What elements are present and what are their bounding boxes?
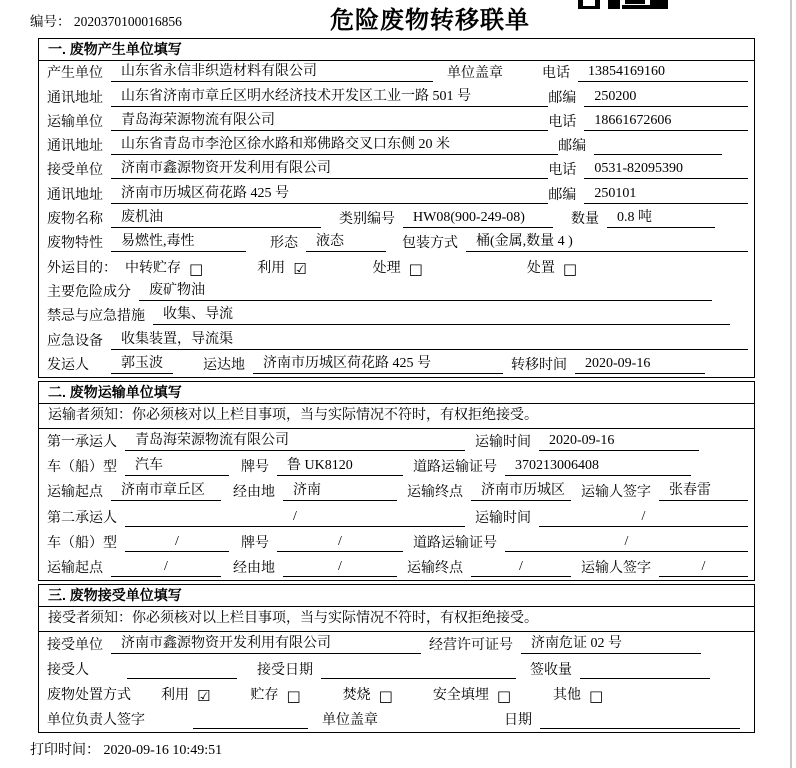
print-time-line bbox=[30, 739, 796, 759]
carrier1-field: 青岛海荣源物流有限公司 bbox=[125, 429, 465, 451]
row-disposal-method bbox=[39, 682, 754, 707]
origin1-label: 运输起点 bbox=[47, 485, 103, 501]
producer-label: 产生单位 bbox=[47, 66, 103, 82]
license-label: 经营许可证号 bbox=[429, 637, 513, 653]
form-label: 形态 bbox=[270, 236, 298, 252]
print-time-label: 打印时间： bbox=[30, 742, 100, 758]
vehicle1-label: 车（船）型 bbox=[47, 460, 117, 476]
row-waste-trait bbox=[39, 231, 754, 255]
qr-block bbox=[650, 0, 668, 9]
vehicle2-field: / bbox=[125, 534, 229, 552]
zip3-label: 邮编 bbox=[548, 187, 577, 203]
section-producer bbox=[38, 38, 755, 378]
origin2-field: / bbox=[111, 559, 221, 577]
purpose-transfer-label: 中转贮存 bbox=[125, 260, 181, 276]
page-title: 危险废物转移联单 bbox=[330, 7, 530, 34]
measures-field: 收集、导流 bbox=[153, 303, 730, 325]
via1-label: 经由地 bbox=[233, 485, 275, 501]
checkbox-unchecked-icon: □ bbox=[408, 259, 423, 278]
row-second-route bbox=[39, 555, 754, 580]
zip1-label: 邮编 bbox=[548, 90, 577, 106]
terminus2-label: 运输终点 bbox=[407, 560, 463, 576]
permit2-label: 道路运输证号 bbox=[413, 535, 497, 551]
head-sign-label: 单位负责人签字 bbox=[47, 712, 145, 728]
row-receive-unit bbox=[39, 632, 754, 657]
section-producer-title: 一. 废物产生单位填写 bbox=[39, 39, 754, 61]
row-head-signature bbox=[39, 707, 754, 732]
sign2-field: / bbox=[659, 559, 748, 577]
serial-number: 2020370100016856 bbox=[73, 14, 182, 29]
via1-field: 济南 bbox=[283, 479, 397, 501]
receiver-field: 济南市鑫源物资开发利用有限公司 bbox=[111, 157, 548, 179]
row-receiver-address bbox=[39, 182, 754, 206]
origin1-field: 济南市章丘区 bbox=[111, 479, 221, 501]
license-field: 济南危证 02 号 bbox=[521, 632, 701, 654]
plate2-field: / bbox=[277, 534, 403, 552]
zip2-field bbox=[594, 153, 722, 155]
seal-label: 单位盖章 bbox=[447, 66, 503, 82]
vehicle1-field: 汽车 bbox=[125, 454, 229, 476]
row-equipment bbox=[39, 328, 754, 352]
transfer-time-field: 2020-09-16 bbox=[575, 356, 705, 374]
time1-field: 2020-09-16 bbox=[539, 433, 699, 451]
qr-code-fragment-icon bbox=[578, 0, 670, 9]
checkbox-checked-icon: ☑ bbox=[293, 259, 307, 278]
section-transporter-title: 二. 废物运输单位填写 bbox=[39, 382, 754, 404]
sign1-field: 张春雷 bbox=[659, 479, 748, 501]
transporter-field: 青岛海荣源物流有限公司 bbox=[111, 109, 548, 131]
receive-date-label: 接受日期 bbox=[257, 662, 313, 678]
document-header bbox=[0, 0, 796, 38]
address3-field: 济南市历城区荷花路 425 号 bbox=[111, 182, 548, 204]
address2-label: 通讯地址 bbox=[47, 139, 103, 155]
carrier1-label: 第一承运人 bbox=[47, 435, 117, 451]
zip3-field: 250101 bbox=[584, 186, 748, 204]
row-transporter bbox=[39, 110, 754, 134]
qr-block bbox=[595, 0, 600, 9]
carrier2-label: 第二承运人 bbox=[47, 510, 117, 526]
window-edge-line bbox=[790, 0, 792, 768]
purpose-use-label: 利用 bbox=[257, 260, 286, 276]
receiver-notice: 接受者须知：你必须核对以上栏目事项，当与实际情况不符时，有权拒绝接受。 bbox=[39, 607, 754, 632]
received-qty-label: 签收量 bbox=[530, 662, 572, 678]
disposal-other-label: 其他 bbox=[553, 687, 582, 703]
checkbox-unchecked-icon: □ bbox=[589, 686, 604, 705]
hazard-field: 废矿物油 bbox=[139, 279, 712, 301]
checkbox-unchecked-icon: □ bbox=[286, 686, 301, 705]
receive-unit-label: 接受单位 bbox=[47, 637, 103, 653]
row-first-route bbox=[39, 479, 754, 504]
trait-label: 废物特性 bbox=[47, 236, 103, 252]
checkbox-checked-icon: ☑ bbox=[197, 686, 211, 705]
via2-label: 经由地 bbox=[233, 560, 275, 576]
recipient-field bbox=[127, 677, 237, 679]
receive-date-field bbox=[321, 677, 516, 679]
phone3-field: 0531-82095390 bbox=[584, 161, 748, 179]
head-sign-field bbox=[193, 727, 308, 729]
checkbox-unchecked-icon: □ bbox=[496, 686, 512, 705]
purpose-label: 外运目的： bbox=[47, 260, 117, 276]
section-receiver bbox=[38, 584, 755, 733]
date-field bbox=[540, 727, 740, 729]
transporter-notice: 运输者须知：你必须核对以上栏目事项，当与实际情况不符时，有权拒绝接受。 bbox=[39, 404, 754, 429]
transporter-label: 运输单位 bbox=[47, 114, 103, 130]
plate1-field: 鲁 UK8120 bbox=[277, 454, 403, 476]
zip1-field: 250200 bbox=[584, 89, 748, 107]
address1-label: 通讯地址 bbox=[47, 90, 103, 106]
time2-field: / bbox=[539, 509, 748, 527]
time1-label: 运输时间 bbox=[475, 435, 531, 451]
trait-field: 易燃性,毒性 bbox=[111, 230, 246, 252]
row-first-vehicle bbox=[39, 454, 754, 479]
permit1-label: 道路运输证号 bbox=[413, 460, 497, 476]
receive-unit-field: 济南市鑫源物资开发利用有限公司 bbox=[111, 632, 421, 654]
row-waste-name bbox=[39, 207, 754, 231]
equipment-field: 收集装置，导流渠 bbox=[111, 328, 748, 350]
waste-name-label: 废物名称 bbox=[47, 212, 103, 228]
category-field: HW08(900-249-08) bbox=[403, 210, 553, 228]
row-sender bbox=[39, 353, 754, 377]
address3-label: 通讯地址 bbox=[47, 187, 103, 203]
form-table bbox=[38, 38, 755, 733]
phone2-field: 18661672606 bbox=[584, 113, 748, 131]
packing-field: 桶(金属,数量 4 ) bbox=[466, 230, 748, 252]
phone1-label: 电话 bbox=[542, 66, 570, 82]
quantity-label: 数量 bbox=[571, 212, 599, 228]
row-producer-address bbox=[39, 85, 754, 109]
sign1-label: 运输人签字 bbox=[581, 485, 651, 501]
purpose-dispose-label: 处置 bbox=[526, 260, 555, 276]
destination-field: 济南市历城区荷花路 425 号 bbox=[253, 352, 503, 374]
via2-field: / bbox=[283, 559, 397, 577]
phone2-label: 电话 bbox=[548, 114, 577, 130]
address1-field: 山东省济南市章丘区明水经济技术开发区工业一路 501 号 bbox=[111, 85, 548, 107]
terminus1-label: 运输终点 bbox=[407, 485, 463, 501]
equipment-label: 应急设备 bbox=[47, 333, 103, 349]
time2-label: 运输时间 bbox=[475, 510, 531, 526]
row-hazard bbox=[39, 280, 754, 304]
address2-field: 山东省青岛市李沧区徐水路和郑佛路交叉口东侧 20 米 bbox=[111, 133, 558, 155]
terminus1-field: 济南市历城区 bbox=[471, 479, 571, 501]
sender-field: 郭玉波 bbox=[111, 352, 173, 374]
disposal-store-label: 贮存 bbox=[250, 687, 279, 703]
category-label: 类别编号 bbox=[339, 212, 395, 228]
row-recipient bbox=[39, 657, 754, 682]
disposal-landfill-label: 安全填埋 bbox=[432, 687, 489, 703]
phone3-label: 电话 bbox=[548, 163, 577, 179]
carrier2-field: / bbox=[125, 509, 465, 527]
disposal-use-label: 利用 bbox=[161, 687, 189, 703]
section-receiver-title: 三. 废物接受单位填写 bbox=[39, 585, 754, 607]
waste-name-field: 废机油 bbox=[111, 206, 321, 228]
phone1-field: 13854169160 bbox=[578, 64, 748, 82]
row-first-carrier bbox=[39, 429, 754, 454]
row-second-carrier bbox=[39, 504, 754, 529]
receiver-label: 接受单位 bbox=[47, 163, 103, 179]
section-transporter bbox=[38, 381, 755, 581]
date-label: 日期 bbox=[504, 712, 532, 728]
quantity-field: 0.8 吨 bbox=[607, 206, 715, 228]
serial-label: 编号： bbox=[30, 14, 71, 29]
row-measures bbox=[39, 304, 754, 328]
zip2-label: 邮编 bbox=[558, 139, 587, 155]
plate1-label: 牌号 bbox=[241, 460, 269, 476]
producer-field: 山东省永信非织造材料有限公司 bbox=[111, 60, 433, 82]
checkbox-unchecked-icon: □ bbox=[189, 259, 204, 278]
plate2-label: 牌号 bbox=[241, 535, 269, 551]
packing-label: 包装方式 bbox=[402, 236, 458, 252]
purpose-treat-label: 处理 bbox=[372, 260, 401, 276]
permit2-field: / bbox=[505, 534, 748, 552]
qr-block bbox=[625, 0, 645, 4]
checkbox-unchecked-icon: □ bbox=[378, 686, 393, 705]
checkbox-unchecked-icon: □ bbox=[562, 259, 578, 278]
disposal-label: 废物处置方式 bbox=[47, 687, 131, 703]
vehicle2-label: 车（船）型 bbox=[47, 535, 117, 551]
recipient-label: 接受人 bbox=[47, 662, 89, 678]
print-time-value: 2020-09-16 10:49:51 bbox=[103, 742, 223, 758]
sender-label: 发运人 bbox=[47, 357, 89, 373]
destination-label: 运达地 bbox=[203, 357, 245, 373]
transfer-time-label: 转移时间 bbox=[511, 357, 567, 373]
origin2-label: 运输起点 bbox=[47, 560, 103, 576]
row-producer bbox=[39, 61, 754, 85]
row-receiver bbox=[39, 158, 754, 182]
row-transporter-address bbox=[39, 134, 754, 158]
unit-seal-label: 单位盖章 bbox=[322, 712, 378, 728]
row-second-vehicle bbox=[39, 530, 754, 555]
hazard-label: 主要危险成分 bbox=[47, 284, 131, 300]
measures-label: 禁忌与应急措施 bbox=[47, 309, 145, 325]
received-qty-field bbox=[580, 677, 710, 679]
serial-number-line bbox=[30, 10, 182, 30]
terminus2-field: / bbox=[471, 559, 571, 577]
qr-block bbox=[608, 0, 620, 9]
disposal-burn-label: 焚烧 bbox=[342, 687, 371, 703]
row-purpose bbox=[39, 255, 754, 279]
permit1-field: 370213006408 bbox=[505, 458, 691, 476]
sign2-label: 运输人签字 bbox=[581, 560, 651, 576]
form-field: 液态 bbox=[306, 230, 386, 252]
